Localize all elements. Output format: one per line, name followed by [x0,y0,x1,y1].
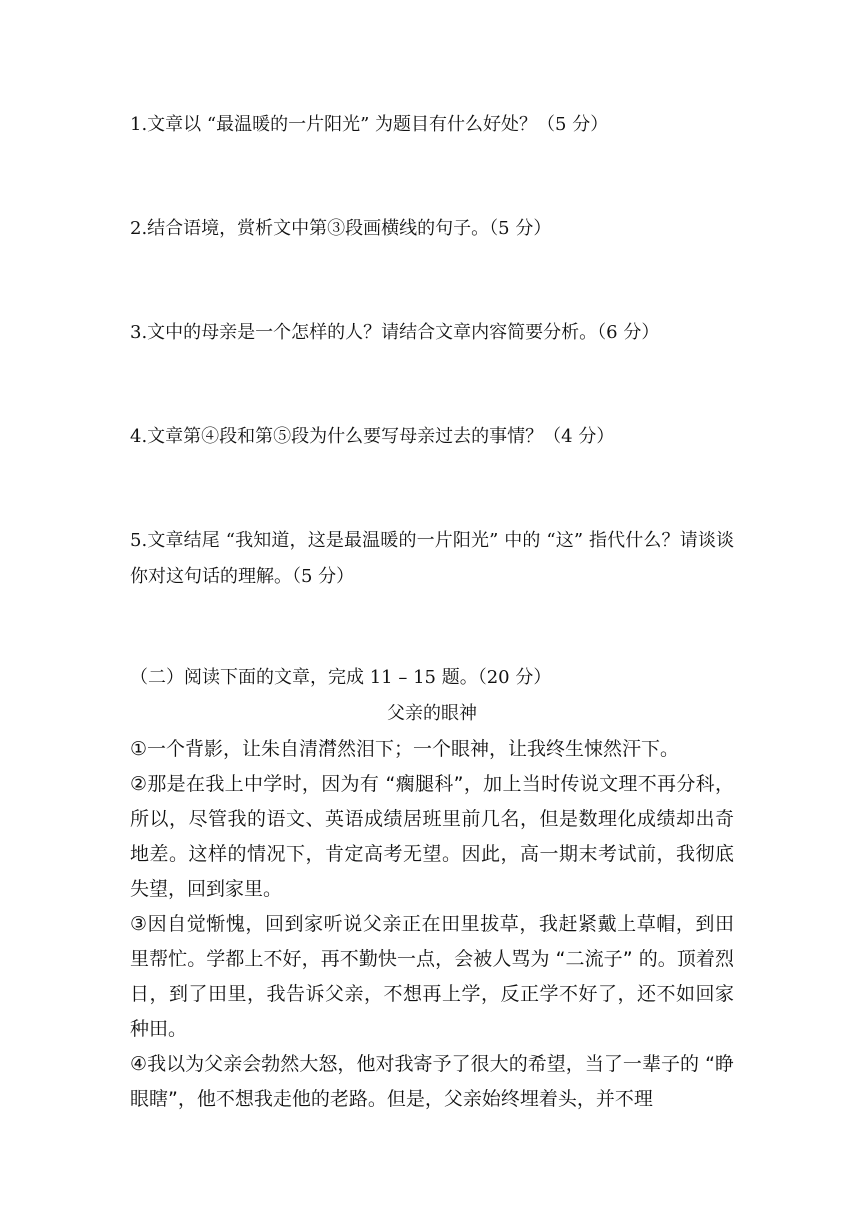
paragraph-2: ②那是在我上中学时，因为有 “瘸腿科”，加上当时传说文理不再分科，所以，尽管我的语文、英语成绩居班里前几名，但是数理化成绩却出奇地差。这样的情况下，肯定高考无望。因此，高一期末考试前，我彻底失望，回到家里。 [130,773,734,900]
question-2: 2.结合语境，赏析文中第③段画横线的句子。（5 分） [130,218,552,239]
section-heading: （二）阅读下面的文章，完成 11 – 15 题。（20 分） [130,667,552,688]
paragraph-1: ①一个背影，让朱自清潸然泪下；一个眼神，让我终生悚然汗下。 [130,738,680,760]
question-3: 3.文中的母亲是一个怎样的人？请结合文章内容简要分析。（6 分） [130,322,660,343]
question-1: 1.文章以 “最温暖的一片阳光” 为题目有什么好处？（5 分） [130,114,609,135]
question-5: 5.文章结尾 “我知道，这是最温暖的一片阳光” 中的 “这” 指代什么？请谈谈你对这句话的理解。（5 分） [130,530,734,587]
article-title: 父亲的眼神 [387,703,477,724]
article-body [130,732,734,1117]
paragraph-4: ④我以为父亲会勃然大怒，他对我寄予了很大的希望，当了一辈子的 “睁眼瞎”，他不想我走他的老路。但是，父亲始终埋着头，并不理 [130,1053,734,1110]
question-4: 4.文章第④段和第⑤段为什么要写母亲过去的事情？（4 分） [130,426,615,447]
paragraph-3: ③因自觉惭愧，回到家听说父亲正在田里拔草，我赶紧戴上草帽，到田里帮忙。学都上不好，再不勤快一点，会被人骂为 “二流子” 的。顶着烈日，到了田里，我告诉父亲，不想再上学，反正学不好了，还不如回家种田。 [130,913,734,1040]
